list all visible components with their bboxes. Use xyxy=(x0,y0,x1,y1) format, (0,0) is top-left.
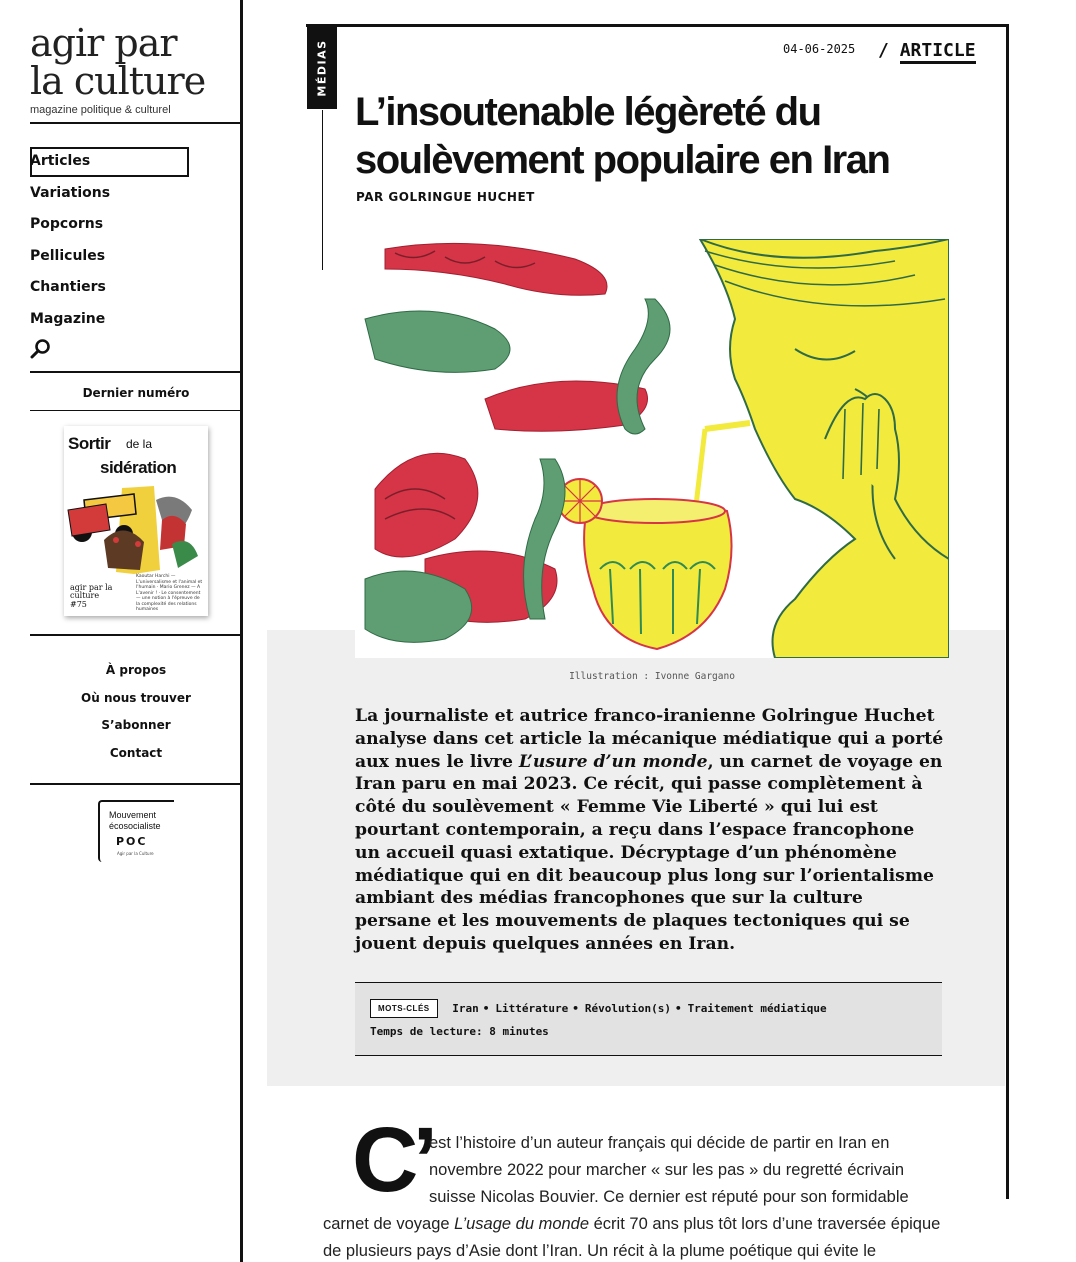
nav-item-popcorns[interactable]: Popcorns xyxy=(30,216,104,233)
body-book-title: L’usage du monde xyxy=(454,1215,590,1233)
body-part-2: écrit 70 ans plus tôt lors d’une traversée épique de plusieurs pays d’Asie dont l’Iran. Un récit à la plume poétique qui évite le xyxy=(323,1215,941,1260)
rubric-label: MÉDIAS xyxy=(315,39,329,97)
partner-small: Agir par la Culture xyxy=(117,851,154,856)
main-nav xyxy=(30,148,242,338)
cover-title-2: de la xyxy=(126,437,153,451)
article-meta xyxy=(355,982,942,1056)
cover-artwork xyxy=(64,480,208,576)
secondary-nav xyxy=(30,660,242,771)
divider xyxy=(30,410,242,411)
kind-label: ARTICLE xyxy=(900,40,976,64)
link-about[interactable]: À propos xyxy=(105,663,167,677)
site-tagline: magazine politique & culturel xyxy=(30,104,171,116)
tag-link[interactable]: Littérature xyxy=(495,1002,569,1015)
article-body-intro: est l’histoire d’un auteur français qui décide de partir en Iran en novembre 2022 pour marcher « sur les pas » du regretté écrivain suisse Nicolas Bouvier. Ce dernier est réputé pour son formidable xyxy=(429,1134,909,1206)
kind-slash: / xyxy=(878,40,889,61)
partner-badge[interactable] xyxy=(98,800,174,862)
body-part-1: carnet de voyage xyxy=(323,1215,455,1233)
link-contact[interactable]: Contact xyxy=(109,746,163,761)
nav-item-pellicules[interactable]: Pellicules xyxy=(30,247,106,264)
lede-book-title: L’usure d’un monde xyxy=(518,751,708,772)
partner-logo: POC xyxy=(116,835,148,848)
nav-item-magazine[interactable]: Magazine xyxy=(30,310,106,327)
divider xyxy=(30,371,242,373)
partner-line-1: Mouvement xyxy=(109,810,157,820)
partner-badge-text xyxy=(109,810,161,832)
article-author: PAR GOLRINGUE HUCHET xyxy=(356,190,535,204)
search-icon[interactable] xyxy=(30,338,52,360)
link-subscribe[interactable]: S’abonner xyxy=(101,718,171,733)
article-side-rule xyxy=(322,110,323,270)
cover-title-3: sidération xyxy=(100,458,177,477)
nav-item-articles[interactable]: Articles xyxy=(30,148,242,180)
lede-part-2: , un carnet de voyage en Iran paru en mai 2023. Ce récit, qui passe complètement à côté du soulèvement « Femme Vie Liberté » qui lui est pourtant contemporain, a reçu dans l’espace francophone un accueil quasi extatique. Décryptage d’un phénomène médiatique qui en dit beaucoup plus long sur l’orientalisme ambiant des médias francophones que sur la culture persane et les mouvements de plaques tectoniques qui se jouent depuis quelques années en Iran. xyxy=(355,751,943,954)
article-title: L’insoutenable légèreté du soulèvement populaire en Iran xyxy=(355,90,890,182)
site-logo[interactable] xyxy=(30,21,242,124)
tag-separator: • xyxy=(482,1002,490,1015)
tag-separator: • xyxy=(572,1002,579,1015)
article-date: 04-06-2025 xyxy=(783,42,856,56)
latest-issue-cover[interactable] xyxy=(64,426,208,616)
sidebar xyxy=(0,0,243,1262)
article-kind xyxy=(878,40,976,61)
tags-label: MOTS-CLÉS xyxy=(370,999,438,1018)
cover-title-1: Sortir xyxy=(68,434,111,453)
drop-cap: C’ xyxy=(352,1109,432,1211)
logo-line-1: agir par xyxy=(30,21,177,65)
nav-item-chantiers[interactable]: Chantiers xyxy=(30,279,106,296)
link-where-to-find[interactable]: Où nous trouver xyxy=(81,690,191,705)
article-body-continued xyxy=(323,1211,963,1262)
tags-row xyxy=(370,999,827,1018)
divider xyxy=(30,783,242,785)
cover-number: #75 xyxy=(70,600,87,609)
divider xyxy=(30,634,242,636)
cover-toc: Kaoutar Harchi — L'universalisme et l'animal et l'humain · Mario Grenez — A L'avenir ! · Le consentement — une notion à l'épreuve de la complexité des relations humaines xyxy=(136,574,203,612)
latest-issue-heading: Dernier numéro xyxy=(82,386,190,400)
tag-link[interactable]: Révolution(s) xyxy=(584,1002,671,1015)
nav-item-variations[interactable]: Variations xyxy=(30,184,111,201)
article-lede xyxy=(355,705,945,956)
rubric-tag[interactable] xyxy=(307,27,337,109)
tag-link[interactable]: Traitement médiatique xyxy=(687,1002,827,1015)
tag-separator: • xyxy=(674,1002,682,1015)
illustration-caption: Illustration : Ivonne Gargano xyxy=(569,671,735,682)
tag-link[interactable]: Iran xyxy=(452,1002,479,1015)
cover-brand: agir par la culture xyxy=(70,583,113,600)
reading-time: Temps de lecture: 8 minutes xyxy=(370,1025,549,1038)
article-illustration xyxy=(355,239,949,658)
lede-part-1: La journaliste et autrice franco-iranienne Golringue Huchet analyse dans cet article la mécanique médiatique qui a porté aux nues le livre xyxy=(355,706,944,772)
logo-line-2: la culture xyxy=(30,59,206,103)
partner-line-2: écosocialiste xyxy=(109,821,161,831)
